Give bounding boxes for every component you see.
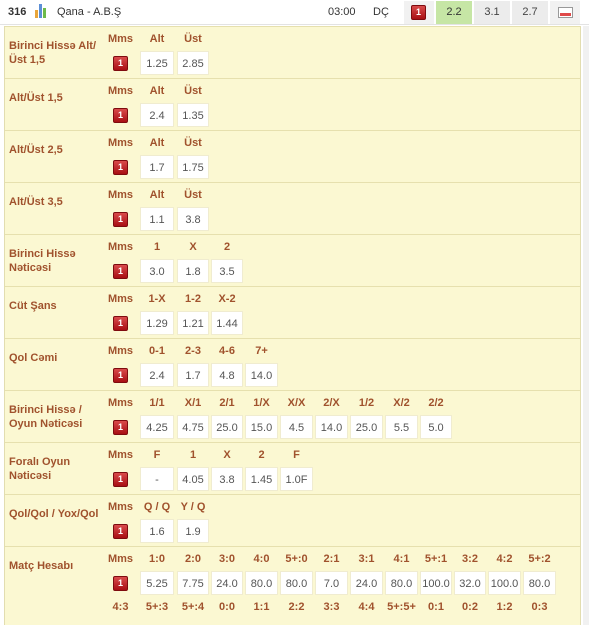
selection-label: 3:0	[219, 553, 235, 565]
market-title: Matç Hesabı	[9, 560, 74, 572]
match-number: 316	[8, 6, 27, 18]
mms-badge-cell	[104, 259, 137, 283]
selection-label: X/2	[393, 397, 410, 409]
odd-button[interactable]: 4.5	[280, 415, 313, 439]
market-section	[5, 390, 580, 442]
mms-label: Mms	[107, 189, 134, 201]
selection-label: F	[293, 449, 300, 461]
mms-badge-cell	[104, 519, 137, 543]
odd-draw[interactable]: 3.1	[474, 1, 510, 24]
odd-button[interactable]: 1.29	[140, 311, 174, 335]
selection-label: 2/2	[428, 397, 444, 409]
market-section	[5, 286, 580, 338]
odd-button[interactable]: 4.05	[177, 467, 209, 491]
selection-label: 5+:5+	[387, 601, 416, 613]
odd-button[interactable]: 4.8	[211, 363, 243, 387]
selection-label: Üst	[184, 33, 202, 45]
selection-label: X/1	[184, 397, 202, 409]
selection-label: 1/2	[358, 397, 375, 409]
selection-label: 2:1	[323, 553, 340, 565]
selection-label: 1/1	[149, 397, 165, 409]
selection-label: 5+:2	[528, 553, 551, 565]
market-section	[5, 234, 580, 286]
match-header-row	[0, 0, 589, 25]
odd-button[interactable]: 1.44	[211, 311, 243, 335]
odd-button[interactable]: -	[140, 467, 174, 491]
selection-label: 1-2	[185, 293, 201, 305]
odd-button[interactable]: 2.85	[177, 51, 209, 75]
mms-badge: 1	[113, 524, 128, 539]
odd-button[interactable]: 32.0	[454, 571, 486, 595]
market-section	[5, 26, 580, 78]
selection-label: Alt	[149, 33, 165, 45]
mms-badge: 1	[113, 472, 128, 487]
statistics-chart-icon[interactable]	[35, 4, 49, 18]
market-title: Birinci Hissə / Oyun Nəticəsi	[9, 404, 83, 430]
selection-label: Üst	[184, 189, 202, 201]
mms-badge: 1	[113, 368, 128, 383]
mms-label: Mms	[107, 345, 134, 357]
selection-label: 4-6	[219, 345, 235, 357]
mms-badge: 1	[113, 56, 128, 71]
odd-button[interactable]: 1.6	[140, 519, 174, 543]
odd-button[interactable]: 24.0	[211, 571, 243, 595]
mms-badge-cell	[104, 467, 137, 491]
match-time: 03:00	[328, 6, 356, 18]
selection-label: X-2	[218, 293, 236, 305]
mms-label: Mms	[107, 241, 134, 253]
market-title: Alt/Üst 1,5	[9, 92, 63, 104]
market-title: Qol Cəmi	[9, 352, 58, 364]
selection-label: 2:2	[288, 601, 305, 613]
odd-button[interactable]: 1.7	[177, 363, 209, 387]
selection-label: 4:2	[496, 553, 513, 565]
message-icon[interactable]	[558, 7, 573, 18]
selection-label: Alt	[149, 189, 165, 201]
selection-label: 5+:1	[424, 553, 448, 565]
selection-label: 1	[153, 241, 161, 253]
selection-label: 2	[258, 449, 265, 461]
mms-badge: 1	[113, 316, 128, 331]
odd-button[interactable]: 2.4	[140, 103, 174, 127]
mms-badge: 1	[113, 160, 128, 175]
mms-badge: 1	[113, 108, 128, 123]
selection-label: Üst	[184, 85, 202, 97]
selection-label: 4:3	[112, 601, 129, 613]
selection-label: 7+	[255, 345, 268, 357]
odd-home[interactable]: 2.2	[436, 1, 472, 24]
odd-button[interactable]: 7.75	[177, 571, 209, 595]
odd-button[interactable]: 100.0	[488, 571, 521, 595]
market-section	[5, 546, 580, 625]
selection-label: 3:3	[323, 601, 340, 613]
market-title: Foralı Oyun Nəticəsi	[9, 456, 71, 482]
selection-label: 0-1	[149, 345, 165, 357]
market-title: Cüt Şans	[9, 300, 57, 312]
selection-label: 1/X	[253, 397, 270, 409]
mms-badge-cell	[104, 51, 137, 75]
odd-button[interactable]: 2.4	[140, 363, 174, 387]
markets-list	[4, 26, 581, 625]
selection-label: Alt	[149, 85, 165, 97]
selection-label: 4:0	[253, 553, 270, 565]
selection-label: 3:1	[358, 553, 375, 565]
market-code: DÇ	[373, 6, 389, 18]
mms-badge-cell	[104, 155, 137, 179]
scrollbar[interactable]	[583, 26, 589, 625]
odd-button[interactable]: 80.0	[523, 571, 556, 595]
odd-button[interactable]: 1.35	[177, 103, 209, 127]
mms-badge-cell	[104, 207, 137, 231]
odd-button[interactable]: 4.25	[140, 415, 174, 439]
selection-label: 3:2	[462, 553, 478, 565]
selection-label: 4:4	[358, 601, 375, 613]
selection-label: 2	[223, 241, 231, 253]
odd-button[interactable]: 1.8	[177, 259, 209, 283]
market-section	[5, 494, 580, 546]
selection-label: 0:0	[219, 601, 235, 613]
selection-label: 5+:4	[181, 601, 205, 613]
selection-label: 1-X	[148, 293, 166, 305]
mms-badge: 1	[113, 264, 128, 279]
selection-label: F	[153, 449, 161, 461]
market-title: Birinci Hissə Alt/ Üst 1,5	[9, 40, 97, 66]
odd-button[interactable]: 1.25	[140, 51, 174, 75]
odd-button[interactable]: 15.0	[245, 415, 278, 439]
odd-button[interactable]: 3.8	[211, 467, 243, 491]
market-title: Alt/Üst 2,5	[9, 144, 63, 156]
odd-button[interactable]: 4.75	[177, 415, 209, 439]
mms-badge: 1	[113, 576, 128, 591]
selection-label: 1:0	[149, 553, 165, 565]
mms-label: Mms	[107, 449, 134, 461]
selection-label: 0:2	[462, 601, 478, 613]
selection-label: Y / Q	[180, 501, 206, 513]
odd-button[interactable]: 14.0	[245, 363, 278, 387]
message-cell[interactable]	[550, 1, 580, 24]
market-section	[5, 442, 580, 494]
odd-button[interactable]: 5.0	[420, 415, 452, 439]
mms-label: Mms	[107, 553, 134, 565]
odd-button[interactable]: 1.1	[140, 207, 174, 231]
selection-label: Q / Q	[143, 501, 171, 513]
mms-badge: 1	[411, 5, 426, 20]
match-teams[interactable]: Qana - A.B.Ş	[57, 6, 122, 18]
selection-label: 2/1	[219, 397, 235, 409]
mms-badge-cell	[104, 103, 137, 127]
odd-button[interactable]: 14.0	[315, 415, 348, 439]
selection-label: 2-3	[185, 345, 201, 357]
selection-label: 1:2	[496, 601, 513, 613]
selection-label: 2/X	[323, 397, 340, 409]
selection-label: 5+:3	[145, 601, 169, 613]
mms-label: Mms	[107, 501, 134, 513]
mms-label: Mms	[107, 293, 134, 305]
selection-label: 1	[189, 449, 197, 461]
odd-button[interactable]: 1.7	[140, 155, 174, 179]
selection-label: 5+:0	[285, 553, 308, 565]
odd-button[interactable]: 80.0	[280, 571, 313, 595]
mms-badge-cell	[104, 571, 137, 595]
odd-button[interactable]: 3.5	[211, 259, 243, 283]
selection-label: 4:1	[393, 553, 410, 565]
odd-button[interactable]: 7.0	[315, 571, 348, 595]
selection-label: X	[189, 241, 197, 253]
market-section	[5, 78, 580, 130]
odd-button[interactable]: 5.25	[140, 571, 174, 595]
selection-label: 0:1	[428, 601, 444, 613]
odd-button[interactable]: 3.8	[177, 207, 209, 231]
selection-label: Üst	[184, 137, 202, 149]
odd-button[interactable]: 1.75	[177, 155, 209, 179]
mms-label: Mms	[107, 137, 134, 149]
odd-button[interactable]: 80.0	[385, 571, 418, 595]
mms-badge: 1	[113, 212, 128, 227]
mms-label: Mms	[107, 33, 134, 45]
odd-button[interactable]: 24.0	[350, 571, 383, 595]
market-title: Qol/Qol / Yox/Qol	[9, 508, 99, 520]
mms-badge-cell	[104, 415, 137, 439]
selection-label: X/X	[287, 397, 306, 409]
odd-button[interactable]: 25.0	[350, 415, 383, 439]
odd-button[interactable]: 3.0	[140, 259, 174, 283]
odd-away[interactable]: 2.7	[512, 1, 548, 24]
selection-label: X	[223, 449, 231, 461]
mms-badge-cell	[104, 311, 137, 335]
selection-label: 2:0	[185, 553, 201, 565]
market-section	[5, 182, 580, 234]
mms-badge: 1	[113, 420, 128, 435]
odd-button[interactable]: 100.0	[420, 571, 452, 595]
odd-button[interactable]: 1.0F	[280, 467, 313, 491]
market-section	[5, 338, 580, 390]
selection-label: Alt	[149, 137, 165, 149]
mms-badge-cell	[404, 1, 434, 24]
market-title: Alt/Üst 3,5	[9, 196, 63, 208]
odd-button[interactable]: 80.0	[245, 571, 278, 595]
market-title: Birinci Hissə Nəticəsi	[9, 248, 76, 274]
odd-button[interactable]: 25.0	[211, 415, 243, 439]
market-section	[5, 130, 580, 182]
mms-label: Mms	[107, 397, 134, 409]
odd-button[interactable]: 1.45	[245, 467, 278, 491]
mms-label: Mms	[107, 85, 134, 97]
selection-label: 0:3	[531, 601, 548, 613]
mms-badge-cell	[104, 363, 137, 387]
odd-button[interactable]: 5.5	[385, 415, 418, 439]
odd-button[interactable]: 1.9	[177, 519, 209, 543]
selection-label: 1:1	[253, 601, 270, 613]
odd-button[interactable]: 1.21	[177, 311, 209, 335]
